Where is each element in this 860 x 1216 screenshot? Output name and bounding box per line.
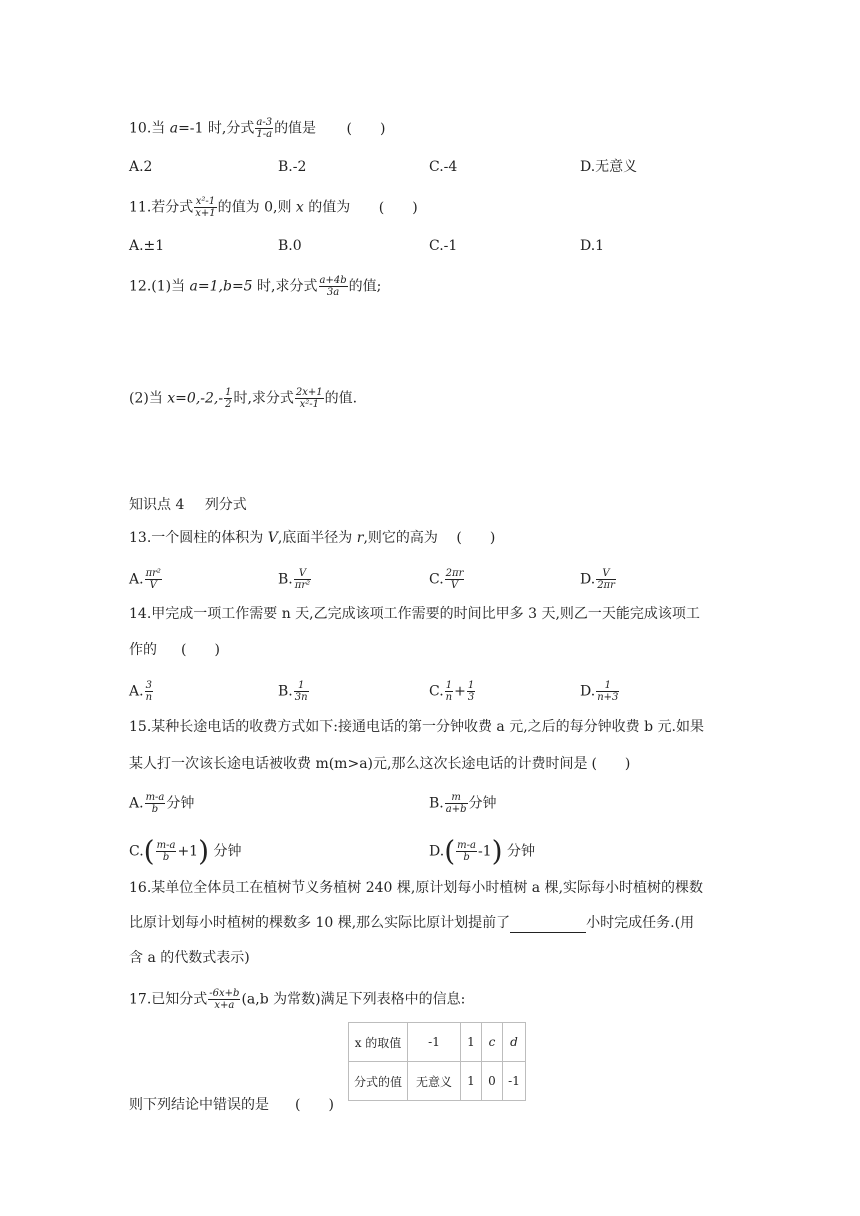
q12-fraction-1: $\frac{a+4b}{3a}$ [319,275,347,298]
q11-answer-paren: ( ) [378,199,418,216]
question-15-line-1: 15.某种长途电话的收费方式如下:接通电话的第一分钟收费 a 元,之后的每分钟收费 b 元.如果 [129,719,704,735]
q10-option-a: A.2 [129,159,153,175]
question-17-tail: 则下列结论中错误的是 ( ) [129,1097,334,1113]
q11-option-c: C.-1 [429,238,458,254]
section-label: 知识点 4 [129,497,185,513]
question-17: 17.已知分式 $\frac{-6x+b}{x+a}$ (a,b 为常数)满足下列表格中的信息: [129,988,466,1011]
table-row [349,1023,526,1062]
question-13: 13.一个圆柱的体积为 V,底面半径为 r,则它的高为 ( ) [129,530,496,546]
q10-option-b: B.-2 [278,159,307,175]
question-16-line-1: 16.某单位全体员工在植树节义务植树 240 棵,原计划每小时植树 a 棵,实际每小时植树的棵数 [129,880,704,896]
q13-answer-paren: ( ) [456,530,496,546]
table-cell: -1 [408,1023,461,1062]
q16-answer-blank[interactable] [510,918,586,933]
question-12-part-1: 12.(1)当 a=1,b=5 时,求分式 $\frac{a+4b}{3a}$ 的值; [129,275,382,298]
question-11: 11.若分式 $\frac{\text{x²-1}}{x+1}$ 的值为 0,则 x 的值为 ( ) [129,196,418,219]
q11-option-a: A.±1 [129,238,165,254]
table-cell: d [503,1023,526,1062]
question-15-line-2: 某人打一次该长途电话被收费 m(m>a)元,那么这次长途电话的计费时间是 ( ) [129,756,631,772]
q13-option-d: D. $\frac{V}{2\pi r}$ [580,568,615,591]
q11-fraction: $\frac{\text{x²-1}}{x+1}$ [195,196,216,219]
q14-option-b: B. $\frac{1}{3n}$ [278,680,308,703]
table-cell: 无意义 [408,1062,461,1101]
q10-answer-paren: ( ) [346,120,386,137]
q10-stem-mid: =-1 时,分式 [178,120,255,137]
q17-fraction: $\frac{-6x+b}{x+a}$ [209,988,240,1011]
q15-option-a: A. $\frac{m-a}{b}$ 分钟 [129,792,195,815]
q10-option-c: C.-4 [429,159,458,175]
table-row [349,1062,526,1101]
question-16-line-3: 含 a 的代数式表示) [129,950,250,966]
q12-fraction-2: $\frac{2x+1}{\text{x²-1}}$ [295,387,323,410]
table-cell: c [482,1023,503,1062]
q10-option-d: D.无意义 [580,159,638,175]
q17-info-table [348,1022,526,1101]
q10-stem: 10.当 [129,120,170,137]
q12-half-fraction: $\frac{1}{2}$ [225,387,232,410]
q10-fraction: $\frac{a-3}{1-a}$ [256,117,273,140]
question-14-line-1: 14.甲完成一项工作需要 n 天,乙完成该项工作需要的时间比甲多 3 天,则乙一天能完成该项工 [129,606,700,622]
question-10 [129,117,385,140]
question-12-part-2: (2)当 x=0,-2,- $\frac{1}{2}$ 时,求分式 $\frac{2x+1}{\text{x²-1}}$ 的值. [129,387,358,410]
q11-option-b: B.0 [278,238,302,254]
q13-option-b: B. $\frac{V}{\text{πr²}}$ [278,568,311,591]
q14-option-a: A. $\frac{3}{n}$ [129,680,153,703]
q15-option-d: D.( $\frac{m-a}{b}$ -1) 分钟 [429,834,535,868]
question-14-line-2: 作的 ( ) [129,642,220,658]
q17-answer-paren: ( ) [295,1097,334,1113]
q14-option-d: D. $\frac{1}{n+3}$ [580,680,619,703]
table-cell: 1 [461,1023,482,1062]
table-cell: -1 [503,1062,526,1101]
q13-option-a: A. $\frac{\text{πr²}}{V}$ [129,568,161,591]
table-cell: 分式的值 [349,1062,408,1101]
q11-option-d: D.1 [580,238,605,254]
section-title: 列分式 [204,497,247,513]
table-cell: x 的取值 [349,1023,408,1062]
q10-var: a [169,120,179,137]
q14-option-c: C. $\frac{1}{n}$ + $\frac{1}{3}$ [429,680,475,703]
question-16-line-2: 比原计划每小时植树的棵数多 10 棵,那么实际比原计划提前了 小时完成任务.(用 [129,915,695,931]
table-cell: 0 [482,1062,503,1101]
q15-option-b: B. $\frac{m}{a+b}$ 分钟 [429,792,497,815]
q15-option-c: C.( $\frac{m-a}{b}$ +1) 分钟 [129,834,242,868]
table-cell: 1 [461,1062,482,1101]
q13-option-c: C. $\frac{2\pi r}{V}$ [429,568,464,591]
q15-answer-paren: ( ) [591,756,631,772]
q14-answer-paren: ( ) [181,642,220,658]
q10-stem-post: 的值是 [274,120,317,137]
section-heading [129,495,247,515]
